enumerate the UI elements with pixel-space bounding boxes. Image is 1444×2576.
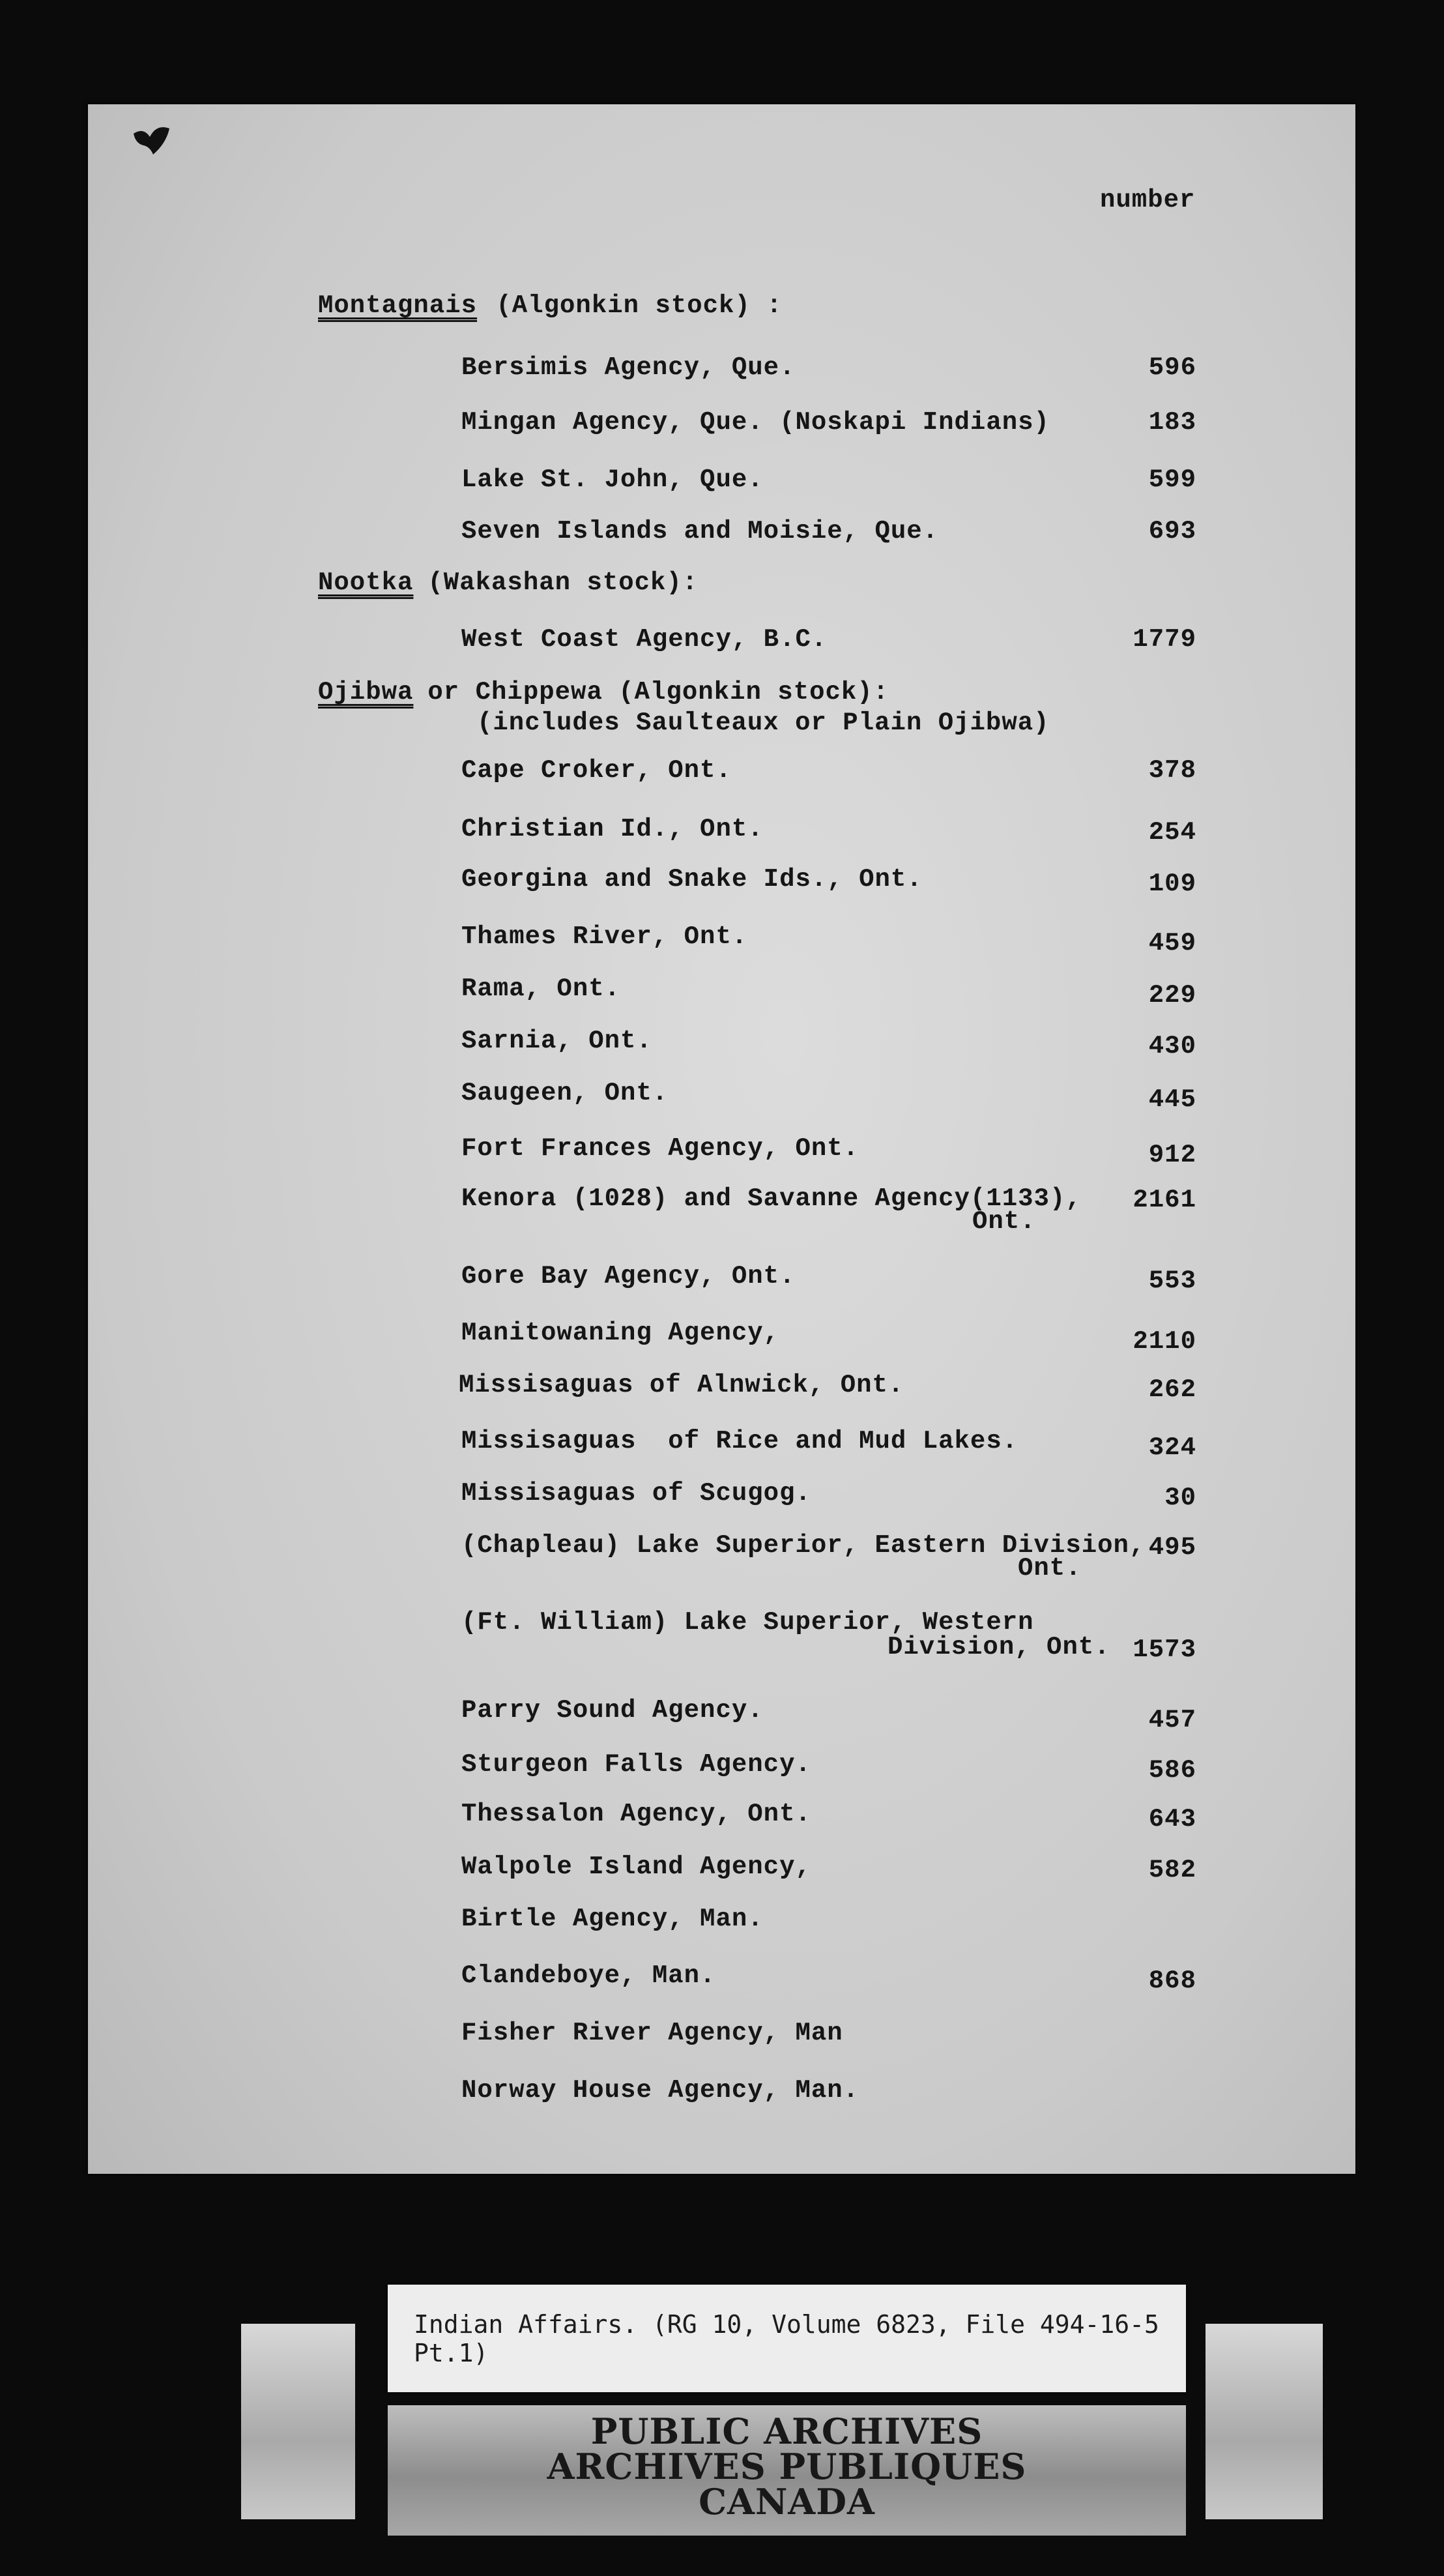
- entry-place: Bersimis Agency, Que.: [461, 353, 796, 382]
- entry-place: Missisaguas of Alnwick, Ont.: [459, 1371, 904, 1399]
- entry-place-continuation: Division, Ont.: [888, 1633, 1110, 1661]
- entry-number: 30: [1164, 1484, 1196, 1512]
- entry-number: 1779: [1133, 625, 1196, 654]
- group-name-nootka: Nootka: [318, 568, 414, 597]
- number-column-header: number: [1100, 186, 1196, 214]
- entry-number: 643: [1148, 1805, 1196, 1834]
- entry-place: Missisaguas of Scugog.: [461, 1479, 811, 1508]
- entry-place: Sturgeon Falls Agency.: [461, 1750, 811, 1779]
- entry-place: (Chapleau) Lake Superior, Eastern Division,: [461, 1531, 1146, 1560]
- entry-place: (Ft. William) Lake Superior, Western: [461, 1608, 1034, 1637]
- entry-number: 586: [1148, 1756, 1196, 1785]
- entry-number: 2161: [1133, 1186, 1196, 1214]
- entry-number: 430: [1148, 1032, 1196, 1061]
- stamp-line-2: ARCHIVES PUBLIQUES: [547, 2446, 1027, 2487]
- entry-place: Sarnia, Ont.: [461, 1027, 652, 1055]
- archive-citation: [388, 2285, 1186, 2392]
- entry-number: 459: [1148, 929, 1196, 958]
- entry-place: Georgina and Snake Ids., Ont.: [461, 865, 923, 894]
- archive-strip-left: [241, 2324, 355, 2519]
- entry-number: 912: [1148, 1141, 1196, 1169]
- entry-number: 2110: [1133, 1327, 1196, 1356]
- group-name-ojibwa: Ojibwa: [318, 678, 414, 707]
- archive-stamp: [388, 2405, 1186, 2536]
- entry-number: 599: [1148, 465, 1196, 494]
- ink-mark-icon: [130, 121, 176, 160]
- entry-place: Mingan Agency, Que. (Noskapi Indians): [461, 408, 1050, 437]
- entry-place: Parry Sound Agency.: [461, 1696, 764, 1725]
- entry-place: Clandeboye, Man.: [461, 1961, 716, 1990]
- entry-number: 324: [1148, 1433, 1196, 1462]
- group-name-montagnais: Montagnais: [318, 291, 478, 320]
- entry-number: 582: [1148, 1856, 1196, 1884]
- entry-number: 457: [1148, 1706, 1196, 1734]
- entry-place: Walpole Island Agency,: [461, 1852, 811, 1881]
- group-subnote-ojibwa: (includes Saulteaux or Plain Ojibwa): [477, 709, 1050, 737]
- group-note-ojibwa: or Chippewa (Algonkin stock):: [412, 678, 889, 707]
- entry-number: 229: [1148, 981, 1196, 1010]
- entry-number: 596: [1148, 353, 1196, 382]
- entry-place: Kenora (1028) and Savanne Agency(1133),: [461, 1184, 1082, 1213]
- entry-place: Missisaguas of Rice and Mud Lakes.: [461, 1427, 1018, 1456]
- entry-number: 495: [1148, 1533, 1196, 1562]
- entry-place: Fisher River Agency, Man: [461, 2019, 843, 2047]
- entry-number: 262: [1148, 1375, 1196, 1404]
- entry-place: Thessalon Agency, Ont.: [461, 1800, 811, 1828]
- entry-number: 1573: [1133, 1635, 1196, 1664]
- entry-place: Manitowaning Agency,: [461, 1319, 780, 1347]
- group-note-montagnais: (Algonkin stock) :: [480, 291, 783, 320]
- entry-place: Lake St. John, Que.: [461, 465, 764, 494]
- stamp-line-1: PUBLIC ARCHIVES: [590, 2410, 983, 2452]
- entry-number: 445: [1148, 1085, 1196, 1114]
- archive-citation-text: Indian Affairs. (RG 10, Volume 6823, File 494-16-5 Pt.1): [414, 2309, 1159, 2367]
- entry-place: Birtle Agency, Man.: [461, 1905, 764, 1933]
- entry-number: 183: [1148, 408, 1196, 437]
- entry-number: 868: [1148, 1967, 1196, 1995]
- entry-place-continuation: Ont.: [1018, 1554, 1082, 1583]
- entry-place: Rama, Ont.: [461, 974, 621, 1003]
- entry-number: 553: [1148, 1266, 1196, 1295]
- entry-place: Cape Croker, Ont.: [461, 756, 732, 785]
- entry-number: 378: [1148, 756, 1196, 785]
- entry-place: Christian Id., Ont.: [461, 815, 764, 843]
- stamp-line-3: CANADA: [699, 2481, 875, 2523]
- entry-number: 693: [1148, 517, 1196, 546]
- entry-place: Gore Bay Agency, Ont.: [461, 1262, 796, 1291]
- group-note-nootka: (Wakashan stock):: [412, 568, 699, 597]
- entry-place: Norway House Agency, Man.: [461, 2076, 859, 2105]
- archive-strip-right: [1206, 2324, 1323, 2519]
- entry-place-continuation: Ont.: [972, 1207, 1036, 1236]
- entry-place: Fort Frances Agency, Ont.: [461, 1134, 859, 1163]
- entry-number: 254: [1148, 818, 1196, 847]
- entry-place: Thames River, Ont.: [461, 922, 748, 951]
- entry-place: Saugeen, Ont.: [461, 1079, 669, 1107]
- entry-place: Seven Islands and Moisie, Que.: [461, 517, 939, 546]
- entry-place: West Coast Agency, B.C.: [461, 625, 828, 654]
- entry-number: 109: [1148, 870, 1196, 898]
